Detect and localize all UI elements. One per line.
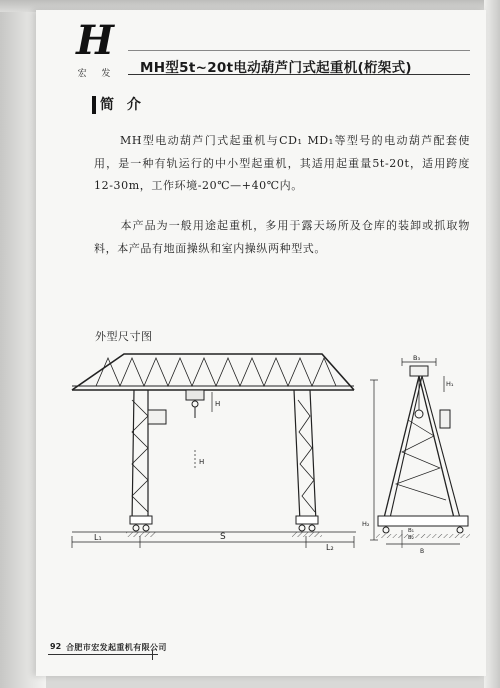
intro-paragraph-1-text: MH型电动葫芦门式起重机与CD₁ MD₁等型号的电动葫芦配套使用，是一种有轨运行的中小型起重机，其适用起重量5t-20t，适用跨度12-30m，工作环境-20℃—+40℃内。 (94, 134, 470, 192)
label-H1: H₁ (446, 380, 454, 388)
figure-caption: 外型尺寸图 (95, 330, 153, 343)
intro-paragraph-2-text: 本产品为一般用途起重机，多用于露天场所及仓库的装卸或抓取物料，本产品有地面操纵和室内操纵两种型式。 (94, 219, 470, 255)
label-B1: B₁ (408, 528, 414, 534)
intro-paragraph-1 (94, 130, 470, 198)
page-number: 92 (50, 642, 62, 651)
side-view (370, 358, 470, 548)
front-view (72, 354, 356, 548)
company-name: 合肥市宏发起重机有限公司 (66, 643, 167, 652)
label-H-small: H (215, 400, 221, 408)
section-marker (92, 96, 96, 114)
document-title: MH型5t~20t电动葫芦门式起重机(桁架式) (140, 60, 412, 76)
label-B: B (420, 548, 425, 555)
header-rule-top (128, 50, 470, 51)
label-H: H (199, 458, 205, 466)
logo-subtitle: 宏 发 (77, 69, 117, 79)
dimension-drawing (36, 340, 486, 560)
intro-paragraph-2 (94, 215, 470, 260)
page-footer (36, 638, 486, 662)
label-B3: B₃ (413, 354, 421, 362)
label-H2: H₂ (362, 520, 370, 528)
label-S: S (220, 532, 226, 542)
label-B2: B₂ (408, 535, 414, 541)
label-L2: L₂ (326, 543, 334, 552)
footer-rule (48, 654, 158, 655)
company-logo (60, 18, 134, 86)
scan-shadow-right (484, 0, 500, 688)
footer-tick (152, 650, 153, 660)
document-page (36, 10, 486, 676)
label-L1: L₁ (94, 533, 102, 542)
section-heading: 简 介 (100, 97, 145, 113)
logo-letter: H (76, 17, 114, 64)
